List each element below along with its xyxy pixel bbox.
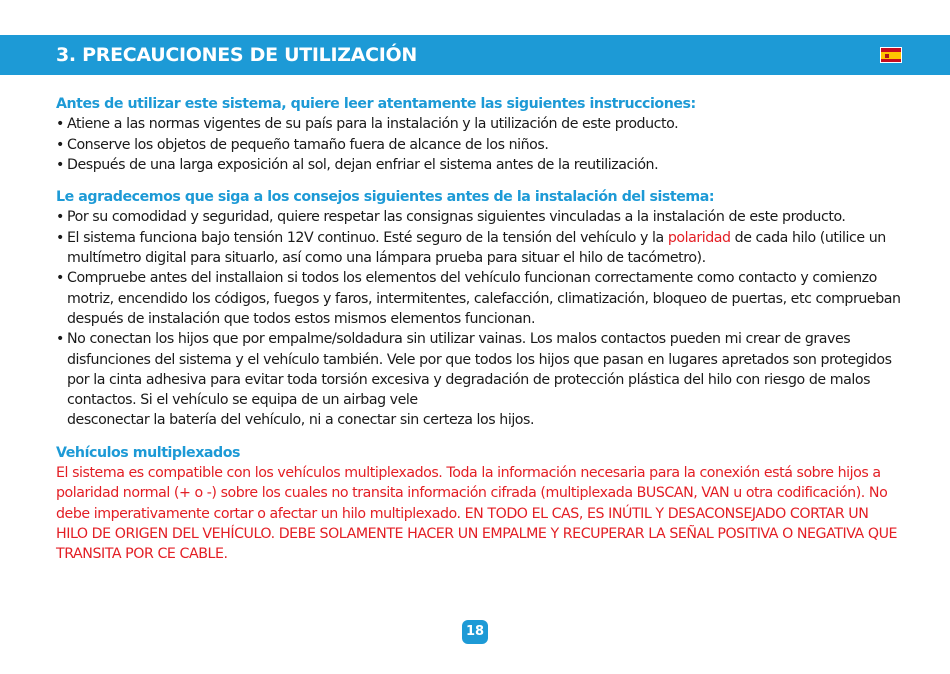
- section-heading: Antes de utilizar este sistema, quiere leer atentamente las siguientes instrucciones:: [56, 96, 696, 112]
- list-item: • Después de una larga exposición al sol, dejan enfriar el sistema antes de la reutilización.: [56, 155, 904, 175]
- section-title: 3. PRECAUCIONES DE UTILIZACIÓN: [56, 44, 417, 66]
- spain-flag-icon: [880, 47, 902, 63]
- list-item: [56, 329, 904, 430]
- list-item-text: desconectar la batería del vehículo, ni a conectar sin certeza los hijos.: [67, 412, 535, 429]
- document-body: [56, 94, 904, 577]
- section-heading: Le agradecemos que siga a los consejos siguientes antes de la instalación del sistema:: [56, 189, 715, 206]
- multiplexed-vehicles-section: [56, 443, 904, 565]
- list-item-text: de cada hilo (utilice un multímetro digital para situarlo, así como una lámpara prueba para situar el hilo de tacómetro).: [67, 229, 886, 267]
- list-item: • Conserve los objetos de pequeño tamaño fuera de alcance de los niños.: [56, 135, 904, 155]
- usage-instructions-section: [56, 94, 904, 175]
- section-header-bar: [0, 35, 950, 75]
- list-item: [56, 228, 904, 269]
- list-item: • Compruebe antes del installaion si todos los elementos del vehículo funcionan correctamente como contacto y comienzo motriz, encendido los códigos, fuegos y faros, intermitentes, calefacción, climatización, bloqueo de puertas, etc comprueban después de instalación que todos estos mismos elementos funcionan.: [56, 268, 904, 329]
- section-heading: Vehículos multiplexados: [56, 444, 241, 461]
- list-item: • Por su comodidad y seguridad, quiere respetar las consignas siguientes vinculadas a la instalación de este producto.: [56, 207, 904, 227]
- installation-advice-section: [56, 187, 904, 431]
- warning-paragraph: El sistema es compatible con los vehículos multiplexados. Toda la información necesaria para la conexión está sobre hijos a polaridad normal (+ o -) sobre los cuales no transita información cifrada (multiplexada BUSCAN, VAN u otra codificación). No debe imperativamente cortar o afectar un hilo multiplexado. EN TODO EL CAS, ES INÚTIL Y DESACONSEJADO CORTAR UN HILO DE ORIGEN DEL VEHÍCULO. DEBE SOLAMENTE HACER UN EMPALME Y RECUPERAR LA SEÑAL POSITIVA O NEGATIVA QUE TRANSITA POR CE CABLE.: [56, 465, 898, 563]
- list-item-text: El sistema funciona bajo tensión 12V continuo. Esté seguro de la tensión del vehículo y la: [67, 229, 668, 246]
- page-number: 18: [462, 620, 488, 644]
- highlight-text: polaridad: [667, 229, 731, 246]
- list-item-text: No conectan los hijos que por empalme/soldadura sin utilizar vainas. Los malos contactos pueden mi crear de graves disfunciones del sistema y el vehículo también. Vele por que todos los hijos que pasan en lugares apretados son protegidos por la cinta adhesiva para evitar toda torsión excesiva y degradación de protección plástica del hilo con riesgo de malos contactos. Si el vehículo se equipa de un airbag vele: [67, 331, 892, 409]
- list-item: • Atiene a las normas vigentes de su país para la instalación y la utilización de este producto.: [56, 114, 904, 134]
